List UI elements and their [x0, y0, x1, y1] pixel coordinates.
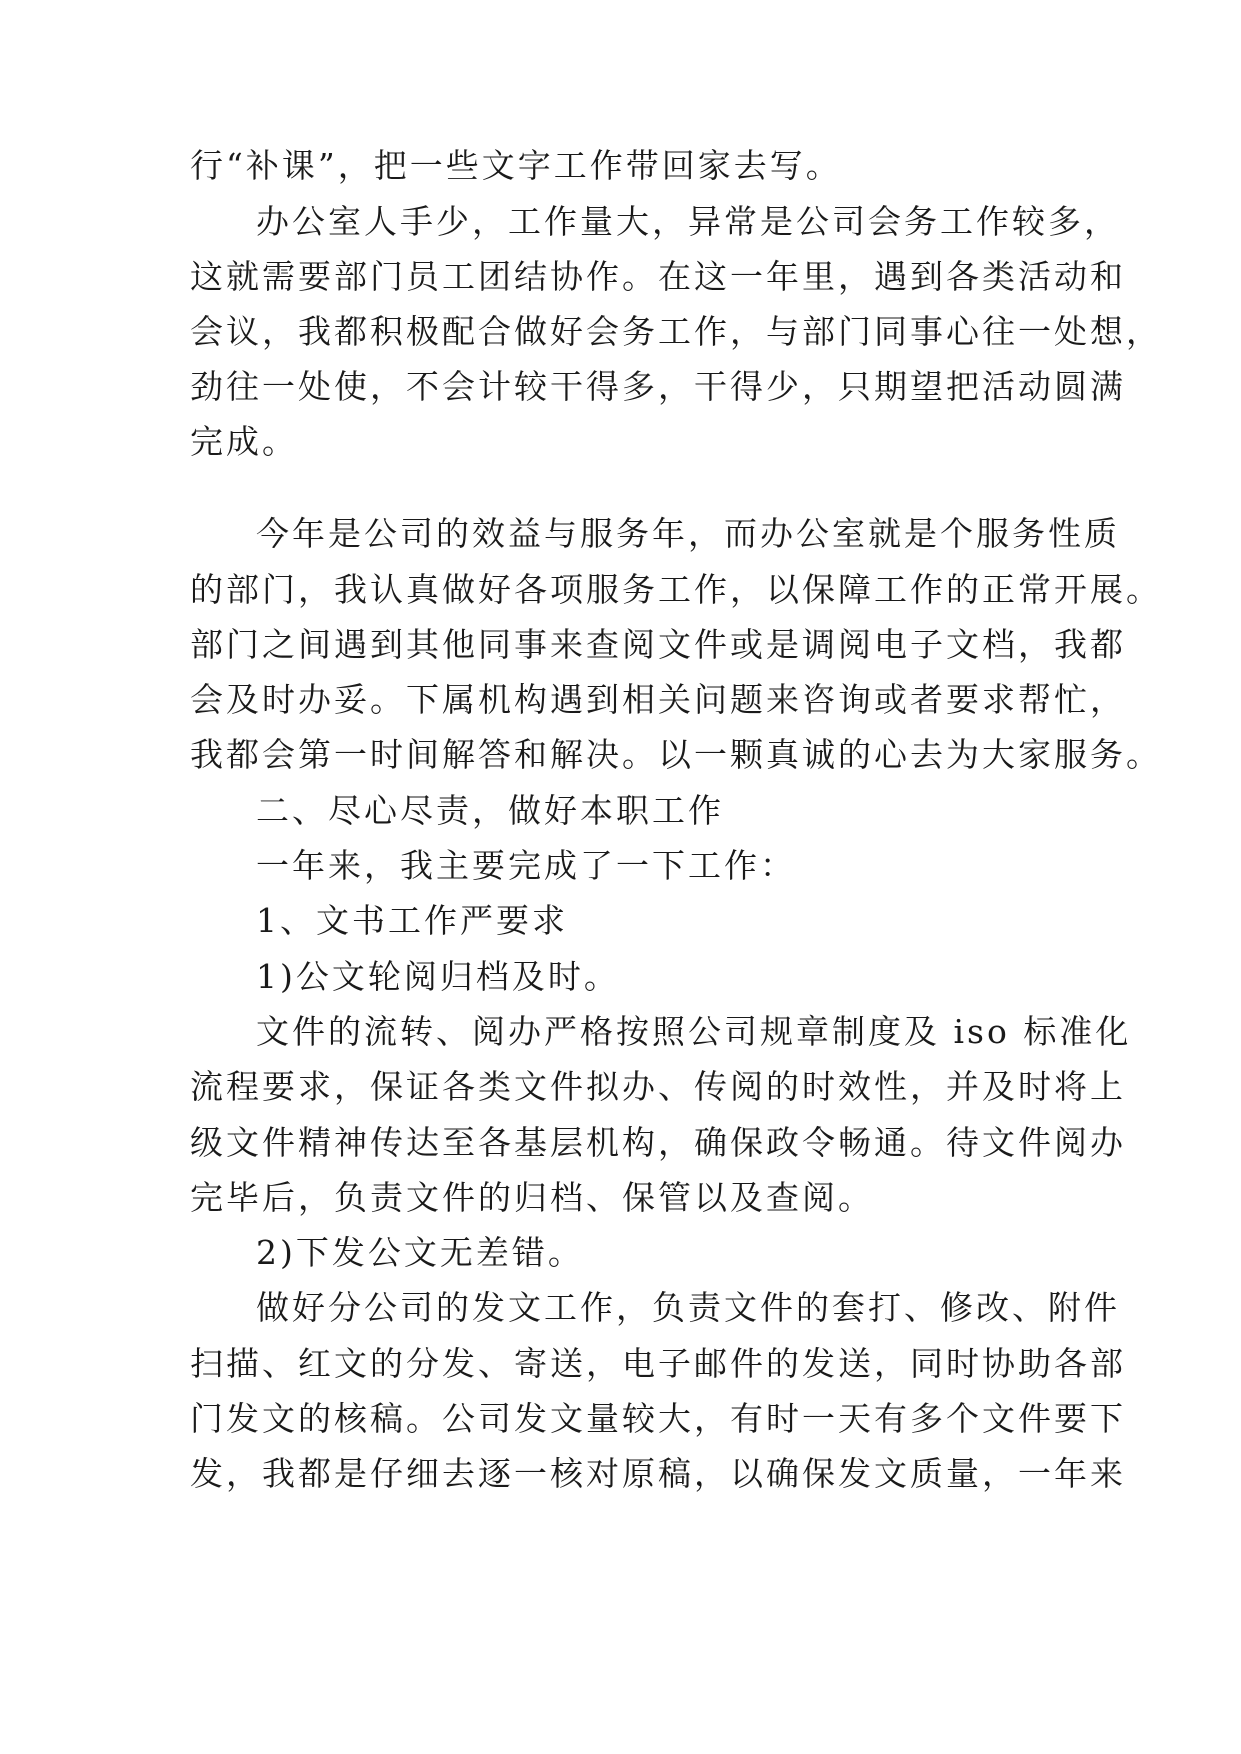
section-heading: 二、尽心尽责，做好本职工作 [256, 791, 724, 830]
text-line: 做好分公司的发文工作，负责文件的套打、修改、附件 [256, 1288, 1120, 1327]
text-line: 扫描、红文的分发、寄送，电子邮件的发送，同时协助各部 [190, 1344, 1126, 1383]
text-line: 一年来，我主要完成了一下工作： [256, 846, 796, 885]
text-line: 完成。 [190, 422, 298, 461]
text-line: 办公室人手少，工作量大，异常是公司会务工作较多， [256, 202, 1120, 241]
text-line: 发，我都是仔细去逐一核对原稿，以确保发文质量，一年来 [190, 1454, 1126, 1493]
text-line: 我都会第一时间解答和解决。以一颗真诚的心去为大家服务。 [190, 735, 1162, 774]
text-line: 流程要求，保证各类文件拟办、传阅的时效性，并及时将上 [190, 1067, 1126, 1106]
text-line: 完毕后，负责文件的归档、保管以及查阅。 [190, 1178, 874, 1217]
text-line: 级文件精神传达至各基层机构，确保政令畅通。待文件阅办 [190, 1123, 1126, 1162]
item-heading: 1)公文轮阅归档及时。 [256, 957, 620, 996]
text-line: 今年是公司的效益与服务年，而办公室就是个服务性质 [256, 514, 1120, 553]
text-line: 行“补课”，把一些文字工作带回家去写。 [190, 146, 842, 185]
text-line: 这就需要部门员工团结协作。在这一年里，遇到各类活动和 [190, 257, 1126, 296]
text-line: 的部门，我认真做好各项服务工作，以保障工作的正常开展。 [190, 570, 1162, 609]
text-line: 门发文的核稿。公司发文量较大，有时一天有多个文件要下 [190, 1399, 1126, 1438]
text-line: 部门之间遇到其他同事来查阅文件或是调阅电子文档，我都 [190, 625, 1126, 664]
text-line: 会及时办妥。下属机构遇到相关问题来咨询或者要求帮忙， [190, 680, 1126, 719]
item-heading: 2)下发公文无差错。 [256, 1233, 584, 1272]
text-line: 会议，我都积极配合做好会务工作，与部门同事心往一处想， [190, 312, 1162, 351]
text-line: 劲往一处使，不会计较干得多，干得少，只期望把活动圆满 [190, 367, 1126, 406]
text-line: 文件的流转、阅办严格按照公司规章制度及 iso 标准化 [256, 1012, 1132, 1051]
subsection-heading: 1、文书工作严要求 [256, 901, 568, 940]
